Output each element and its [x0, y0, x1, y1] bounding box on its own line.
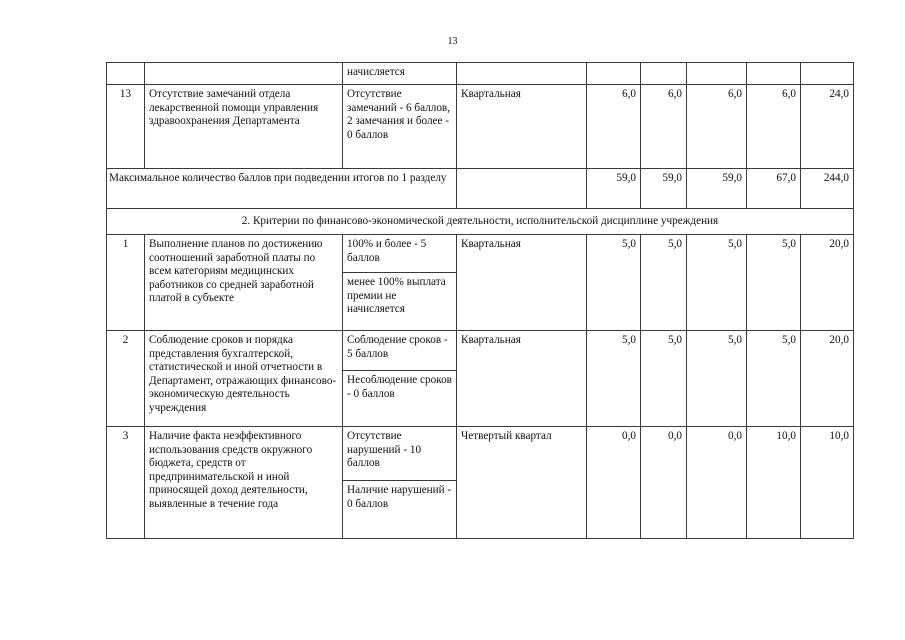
- value-q3: 5,0: [687, 235, 747, 331]
- cell-q2: [641, 63, 687, 85]
- value-total: 24,0: [801, 85, 854, 169]
- table-row-13: [107, 85, 854, 169]
- cell-period: [457, 63, 587, 85]
- value-q3: 5,0: [687, 331, 747, 427]
- score-text: Соблюдение сроков - 5 баллов: [343, 331, 457, 371]
- value-q2: 5,0: [641, 331, 687, 427]
- criterion-text: Выполнение планов по достижению соотношений заработной платы по всем категориям медицинских работников со средней заработной платой в субъекте: [145, 235, 343, 331]
- row-number: 2: [107, 331, 145, 427]
- table-row: [107, 427, 854, 481]
- value-q4: 5,0: [747, 235, 801, 331]
- table-row: [107, 331, 854, 371]
- value-q1: 5,0: [587, 235, 641, 331]
- section1-total-label: Максимальное количество баллов при подведении итогов по 1 разделу: [107, 169, 457, 209]
- total-year: 244,0: [801, 169, 854, 209]
- criterion-text: Наличие факта неэффективного использования средств окружного бюджета, средств от предпринимательской и иной приносящей доход деятельности, выявленные в течение года: [145, 427, 343, 539]
- total-q3: 59,0: [687, 169, 747, 209]
- cell-total: [801, 63, 854, 85]
- section2-title: 2. Критерии по финансово-экономической деятельности, исполнительской дисциплине учреждения: [107, 209, 854, 235]
- cell-q1: [587, 63, 641, 85]
- value-q1: 0,0: [587, 427, 641, 539]
- period-text: Четвертый квартал: [457, 427, 587, 539]
- score-text: Отсутствие замечаний - 6 баллов, 2 замечания и более - 0 баллов: [343, 85, 457, 169]
- value-q4: 10,0: [747, 427, 801, 539]
- cell-period: [457, 169, 587, 209]
- continuation-row: [107, 63, 854, 85]
- criteria-table: [106, 62, 854, 539]
- value-q4: 6,0: [747, 85, 801, 169]
- value-total: 10,0: [801, 427, 854, 539]
- value-q1: 6,0: [587, 85, 641, 169]
- value-q4: 5,0: [747, 331, 801, 427]
- value-q2: 5,0: [641, 235, 687, 331]
- period-text: Квартальная: [457, 331, 587, 427]
- section2-title-row: [107, 209, 854, 235]
- cell-q4: [747, 63, 801, 85]
- score-text: Отсутствие нарушений - 10 баллов: [343, 427, 457, 481]
- score-text: Наличие нарушений - 0 баллов: [343, 481, 457, 539]
- table-row: [107, 235, 854, 273]
- row-number: 1: [107, 235, 145, 331]
- cell-criterion: [145, 63, 343, 85]
- criterion-text: Соблюдение сроков и порядка представления бухгалтерской, статистической и иной отчетности в Департамент, отражающих финансово-экономическую деятельность учреждения: [145, 331, 343, 427]
- value-q2: 6,0: [641, 85, 687, 169]
- total-q4: 67,0: [747, 169, 801, 209]
- value-q3: 6,0: [687, 85, 747, 169]
- criterion-text: Отсутствие замечаний отдела лекарственной помощи управления здравоохранения Департамента: [145, 85, 343, 169]
- total-q1: 59,0: [587, 169, 641, 209]
- score-text: Несоблюдение сроков - 0 баллов: [343, 371, 457, 427]
- score-text: менее 100% выплата премии не начисляется: [343, 273, 457, 331]
- section1-total-row: [107, 169, 854, 209]
- period-text: Квартальная: [457, 85, 587, 169]
- value-q2: 0,0: [641, 427, 687, 539]
- cell-q3: [687, 63, 747, 85]
- value-q3: 0,0: [687, 427, 747, 539]
- cell-score: начисляется: [343, 63, 457, 85]
- score-text: 100% и более - 5 баллов: [343, 235, 457, 273]
- row-number: 13: [107, 85, 145, 169]
- period-text: Квартальная: [457, 235, 587, 331]
- value-q1: 5,0: [587, 331, 641, 427]
- cell-num: [107, 63, 145, 85]
- value-total: 20,0: [801, 331, 854, 427]
- row-number: 3: [107, 427, 145, 539]
- total-q2: 59,0: [641, 169, 687, 209]
- page-number: 13: [447, 36, 458, 47]
- value-total: 20,0: [801, 235, 854, 331]
